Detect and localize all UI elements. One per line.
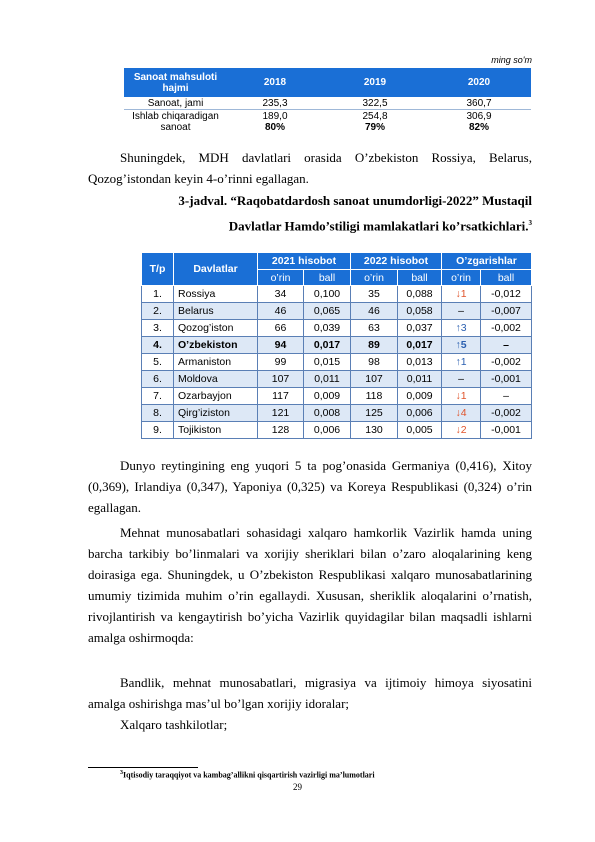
paragraph-international-orgs — [88, 714, 532, 735]
score-2022: 0,005 — [398, 422, 442, 439]
row-label: Ishlab chiqaradigan sanoat — [132, 111, 219, 133]
subheader-score: ball — [304, 270, 351, 286]
paragraph-text: Mehnat munosabatlari sohasidagi xalqaro hamkorlik Vazirlik hamda uning barcha tarkibiy bo’linmalari va xorijiy sheriklari bilan o’zaro aloqalarining keng doirasiga ega. Shuningdek, u O’zbekiston Respublikasi xalqaro munosabatlarining umumiy tizimida muhim o’rin egallaydi. Xususan, sheriklik aloqalarini o’rnatish, rivojlantirish va kengaytirish bo’yicha Vazirlik quyidagilar bilan maqsadli ishlarni amalga oshirmoqda: — [88, 525, 532, 645]
rank-change: ↑1 — [442, 354, 481, 371]
table-row — [142, 303, 532, 320]
rank-2022: 63 — [351, 320, 398, 337]
value: 306,9 — [466, 111, 492, 122]
cell-value: 322,5 — [323, 97, 427, 110]
table-caption-line1: 3-jadval. “Raqobatdardosh sanoat unumdorligi-2022” Mustaqil — [178, 193, 532, 208]
paragraph-foreign-agencies — [88, 672, 532, 714]
rank-2021: 34 — [258, 286, 304, 303]
value: 189,0 — [262, 111, 288, 122]
score-change: -0,002 — [481, 320, 532, 337]
rank-2022: 35 — [351, 286, 398, 303]
header-2022: 2022 hisobot — [351, 253, 442, 270]
rank-change: ↓2 — [442, 422, 481, 439]
rank-2021: 128 — [258, 422, 304, 439]
score-2021: 0,100 — [304, 286, 351, 303]
table-row — [142, 320, 532, 337]
paragraph-international-cooperation — [88, 522, 532, 648]
score-2021: 0,039 — [304, 320, 351, 337]
subheader-rank: o’rin — [258, 270, 304, 286]
footnote — [120, 770, 375, 780]
row-label: Sanoat, jami — [124, 97, 227, 110]
percent: 80% — [264, 122, 285, 133]
rank-2022: 107 — [351, 371, 398, 388]
rank-2021: 46 — [258, 303, 304, 320]
score-2022: 0,006 — [398, 405, 442, 422]
subheader-rank: o’rin — [351, 270, 398, 286]
score-2021: 0,006 — [304, 422, 351, 439]
rank-2021: 99 — [258, 354, 304, 371]
row-number: 8. — [142, 405, 174, 422]
header-cell: 2020 — [427, 68, 531, 97]
score-2021: 0,008 — [304, 405, 351, 422]
country-name: O’zbekiston — [174, 337, 258, 354]
rank-2022: 118 — [351, 388, 398, 405]
paragraph-text: Shuningdek, MDH davlatlari orasida O’zbekiston Rossiya, Belarus, Qozog’istondan keyin 4-o’rinni egallagan. — [88, 150, 532, 186]
table-row — [124, 97, 531, 110]
cell-value — [227, 110, 323, 135]
score-2022: 0,058 — [398, 303, 442, 320]
score-2022: 0,037 — [398, 320, 442, 337]
row-number: 6. — [142, 371, 174, 388]
percent: 82% — [468, 122, 489, 133]
table-row — [142, 337, 532, 354]
rank-2021: 107 — [258, 371, 304, 388]
score-2021: 0,015 — [304, 354, 351, 371]
country-name: Qirg’iziston — [174, 405, 258, 422]
cell-value: 235,3 — [227, 97, 323, 110]
score-change: – — [481, 337, 532, 354]
row-number: 3. — [142, 320, 174, 337]
header-2021: 2021 hisobot — [258, 253, 351, 270]
page-number: 29 — [293, 782, 302, 792]
table-header-row — [124, 68, 531, 97]
cell-value: 360,7 — [427, 97, 531, 110]
header-cell: 2018 — [227, 68, 323, 97]
subheader-score: ball — [398, 270, 442, 286]
rank-2022: 89 — [351, 337, 398, 354]
header-country: Davlatlar — [174, 253, 258, 286]
score-2021: 0,009 — [304, 388, 351, 405]
header-tp: T/p — [142, 253, 174, 286]
rank-change: ↓1 — [442, 286, 481, 303]
footnote-marker: 3 — [528, 219, 532, 227]
caption-text: Davlatlar Hamdo’stiligi mamlakatlari ko’rsatkichlari. — [228, 218, 529, 234]
table-row — [142, 354, 532, 371]
score-2022: 0,088 — [398, 286, 442, 303]
rank-2022: 125 — [351, 405, 398, 422]
table-row — [142, 422, 532, 439]
row-number: 1. — [142, 286, 174, 303]
score-2021: 0,011 — [304, 371, 351, 388]
footnote-divider — [88, 767, 198, 768]
paragraph-text: Dunyo reytingining eng yuqori 5 ta pog’onasida Germaniya (0,416), Xitoy (0,369), Irlandiya (0,347), Yaponiya (0,325) va Koreya Respublikasi (0,324) o’rin egallagan. — [88, 458, 532, 515]
header-cell: Sanoat mahsuloti hajmi — [124, 68, 227, 97]
table-row — [142, 388, 532, 405]
paragraph-world-top5 — [88, 455, 532, 518]
country-name: Armaniston — [174, 354, 258, 371]
country-name: Belarus — [174, 303, 258, 320]
rank-2022: 130 — [351, 422, 398, 439]
country-name: Moldova — [174, 371, 258, 388]
paragraph-cis-rank — [88, 147, 532, 189]
score-2022: 0,017 — [398, 337, 442, 354]
rank-2021: 94 — [258, 337, 304, 354]
ranking-rows — [142, 286, 532, 439]
cell-value — [427, 110, 531, 135]
row-number: 9. — [142, 422, 174, 439]
header-cell: 2019 — [323, 68, 427, 97]
score-change: -0,012 — [481, 286, 532, 303]
header-change: O’zgarishlar — [442, 253, 532, 270]
rank-change: ↓4 — [442, 405, 481, 422]
score-change: -0,001 — [481, 422, 532, 439]
rank-change: ↑5 — [442, 337, 481, 354]
table-row — [142, 405, 532, 422]
country-name: Ozarbayjon — [174, 388, 258, 405]
score-change: -0,007 — [481, 303, 532, 320]
row-number: 5. — [142, 354, 174, 371]
row-number: 2. — [142, 303, 174, 320]
country-name: Rossiya — [174, 286, 258, 303]
subheader-score: ball — [481, 270, 532, 286]
percent: 79% — [364, 122, 385, 133]
table-row — [124, 110, 531, 135]
row-number: 4. — [142, 337, 174, 354]
table-row — [142, 286, 532, 303]
rank-change: – — [442, 303, 481, 320]
score-change: -0,001 — [481, 371, 532, 388]
footnote-text: Iqtisodiy taraqqiyot va kambag’allikni qisqartirish vazirligi ma’lumotlari — [123, 770, 375, 780]
score-change: -0,002 — [481, 405, 532, 422]
row-number: 7. — [142, 388, 174, 405]
rank-change: ↑3 — [442, 320, 481, 337]
country-name: Tojikiston — [174, 422, 258, 439]
table-row — [142, 371, 532, 388]
rank-2021: 117 — [258, 388, 304, 405]
rank-2021: 66 — [258, 320, 304, 337]
industry-volume-table — [124, 68, 531, 134]
footnote-marker: 3 — [120, 770, 123, 776]
cis-ranking-table — [141, 252, 532, 439]
country-name: Qozog’iston — [174, 320, 258, 337]
rank-2021: 121 — [258, 405, 304, 422]
cell-value — [323, 110, 427, 135]
rank-2022: 46 — [351, 303, 398, 320]
rank-change: ↓1 — [442, 388, 481, 405]
unit-note: ming so'm — [491, 55, 532, 65]
score-2022: 0,011 — [398, 371, 442, 388]
score-change: -0,002 — [481, 354, 532, 371]
value: 254,8 — [362, 111, 388, 122]
score-change: – — [481, 388, 532, 405]
table-header-row — [142, 253, 532, 270]
paragraph-text: Bandlik, mehnat munosabatlari, migrasiya va ijtimoiy himoya siyosatini amalga oshirishga mas’ul bo’lgan xorijiy idoralar; — [88, 675, 532, 711]
table-caption-line2 — [229, 213, 532, 236]
score-2021: 0,017 — [304, 337, 351, 354]
rank-2022: 98 — [351, 354, 398, 371]
score-2022: 0,009 — [398, 388, 442, 405]
score-2021: 0,065 — [304, 303, 351, 320]
paragraph-text: Xalqaro tashkilotlar; — [120, 717, 228, 732]
subheader-rank: o’rin — [442, 270, 481, 286]
score-2022: 0,013 — [398, 354, 442, 371]
rank-change: – — [442, 371, 481, 388]
